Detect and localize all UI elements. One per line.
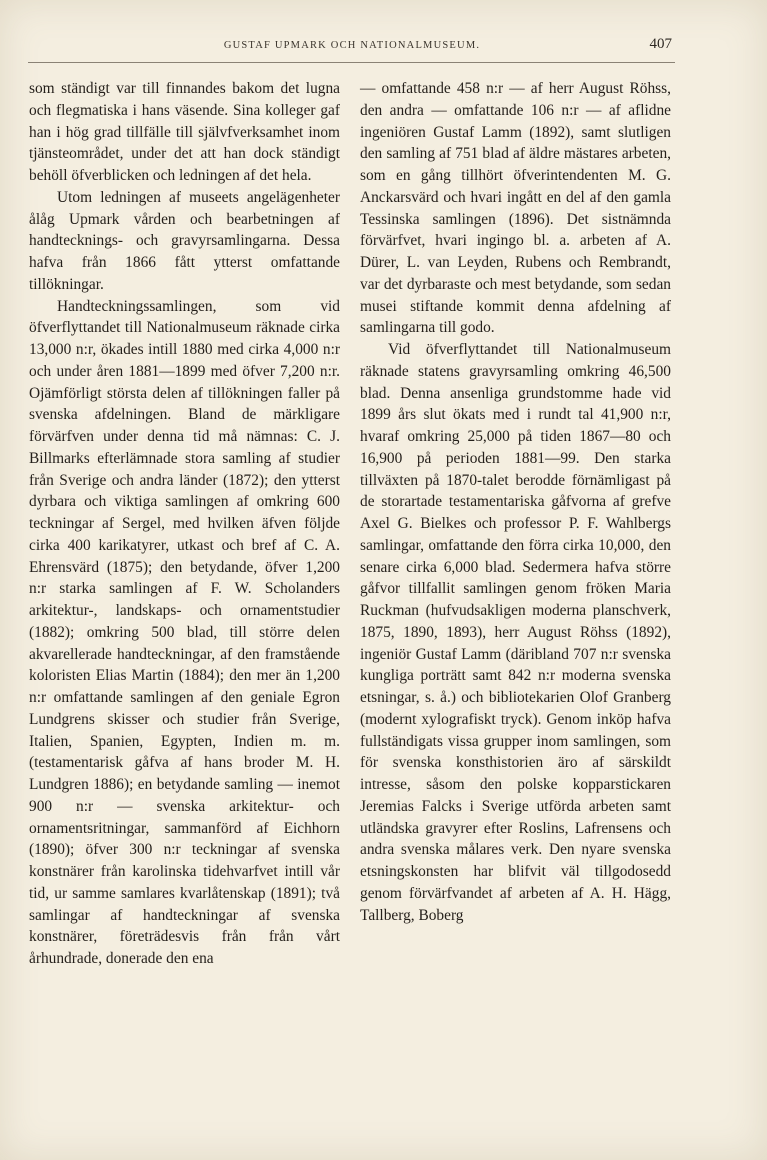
paragraph: som ständigt var till finnandes bakom det lugna och flegmatiska i hans väsende. Sina kolleger gaf han i hög grad tillfälle till självfverksamhet inom tjänsteområdet, under det att han dock ständigt behöll öfverblicken och ledningen af det hela.	[29, 80, 340, 184]
paragraph: Utom ledningen af museets angelägenheter ålåg Upmark vården och bearbetningen af handtecknings- och gravyrsamlingarna. Dessa hafva från 1866 fått ytterst omfattande tillökningar.	[29, 188, 340, 293]
paragraph: — omfattande 458 n:r — af herr August Röhss, den andra — omfattande 106 n:r — af aflidne ingeniören Gustaf Lamm (1892), samt slutligen den samling af 751 blad af äldre mästares arbeten, som en gång tillhört öfverintendenten M. G. Anckarsvärd och hvari ingått en del af den gamla Tessinska samlingen (1896). Det sistnämnda förvärfvet, hvari ingingo bl. a. arbeten af A. Dürer, L. van Leyden, Rubens och Rembrandt, var det dyrbaraste och mest betydande, som sedan musei stiftande kommit denna afdelning af samlingarna till godo.	[360, 80, 671, 337]
page-number: 407	[649, 36, 672, 52]
paragraph: Handteckningssamlingen, som vid öfverflyttandet till Nationalmuseum räknade cirka 13,000 n:r, ökades intill 1880 med cirka 4,000 n:r och under åren 1881—1899 med öfver 7,200 n:r. Ojämförligt största delen af tillökningen faller på svenska afdelningen. Bland de märkligare förvärfven under denna tid må nämnas: C. J. Billmarks efterlämnade stora samling af studier från Sverige och andra länder (1872); den ytterst dyrbara och viktiga samlingen af omkring 600 teckningar af Sergel, med hvilken äfven följde cirka 400 karikatyrer, utkast och bref af C. A. Ehrensvärd (1875); den betydande, öfver 1,200 n:r starka samlingen af F. W. Scholanders arkitektur-, landskaps- och ornamentstudier (1882); omkring 500 blad, till större delen akvarellerade handteckningar, af den framstående koloristen Elias Martin (1884); den mer än 1,200 n:r omfattande samlingen af den geniale Egron Lundgrens skisser och studier från Sverige, Italien, Spanien, Egypten, Indien m. m. (testamentarisk gåfva af hans broder M. H. Lundgren 1886); en betydande samling — inemot 900 n:r — svenska arkitektur- och ornamentsritningar, sammanförd af Eichhorn (1890); öfver 300 n:r teckningar af svenska konstnärer från karolinska tidehvarfvet intill vår tid, ur samme samlares kvarlåtenskap (1891); två samlingar af handteckningar af svenska konstnärer, företrädesvis från från vårt århundrade, donerade den ena	[29, 297, 340, 967]
page-header	[32, 36, 672, 56]
header-rule	[28, 62, 675, 63]
running-head: GUSTAF UPMARK OCH NATIONALMUSEUM.	[223, 40, 481, 51]
right-column	[360, 78, 671, 926]
left-column	[29, 78, 340, 970]
paragraph: Vid öfverflyttandet till Nationalmuseum räknade statens gravyrsamling omkring 46,500 blad. Denna ansenliga grundstomme hade vid 1899 års slut ökats med i rundt tal 41,900 n:r, hvaraf omkring 25,000 på tiden 1867—80 och 16,900 på perioden 1881—99. Den starka tillväxten på 1870-talet berodde förnämligast på de storartade testamentariska gåfvorna af grefve Axel G. Bielkes och professor P. F. Wahlbergs samlingar, omfattande den förra cirka 10,000, den senare cirka 6,000 blad. Sedermera hafva större gåfvor tillfallit samlingen genom fröken Maria Ruckman (hufvudsakligen moderna planschverk, 1875, 1890, 1893), herr August Röhss (1892), ingeniör Gustaf Lamm (däribland 707 n:r svenska kungliga porträtt samt 842 n:r moderna svenska etsningar, s. å.) och bibliotekarien Olof Granberg (modernt xylografiskt tryck). Genom inköp hafva fullständigats vissa grupper inom samlingen, som för svenska konsthistorien äro af särskildt intresse, såsom den polske kopparstickaren Jeremias Falcks i Sverige utförda arbeten samt utländska gravyrer efter Roslins, Lafrensens och andra svenska målares verk. Den nyare svenska etsningskonsten har blifvit väl tillgodosedd genom förvärfvandet af arbeten af A. H. Hägg, Tallberg, Boberg	[360, 341, 671, 924]
